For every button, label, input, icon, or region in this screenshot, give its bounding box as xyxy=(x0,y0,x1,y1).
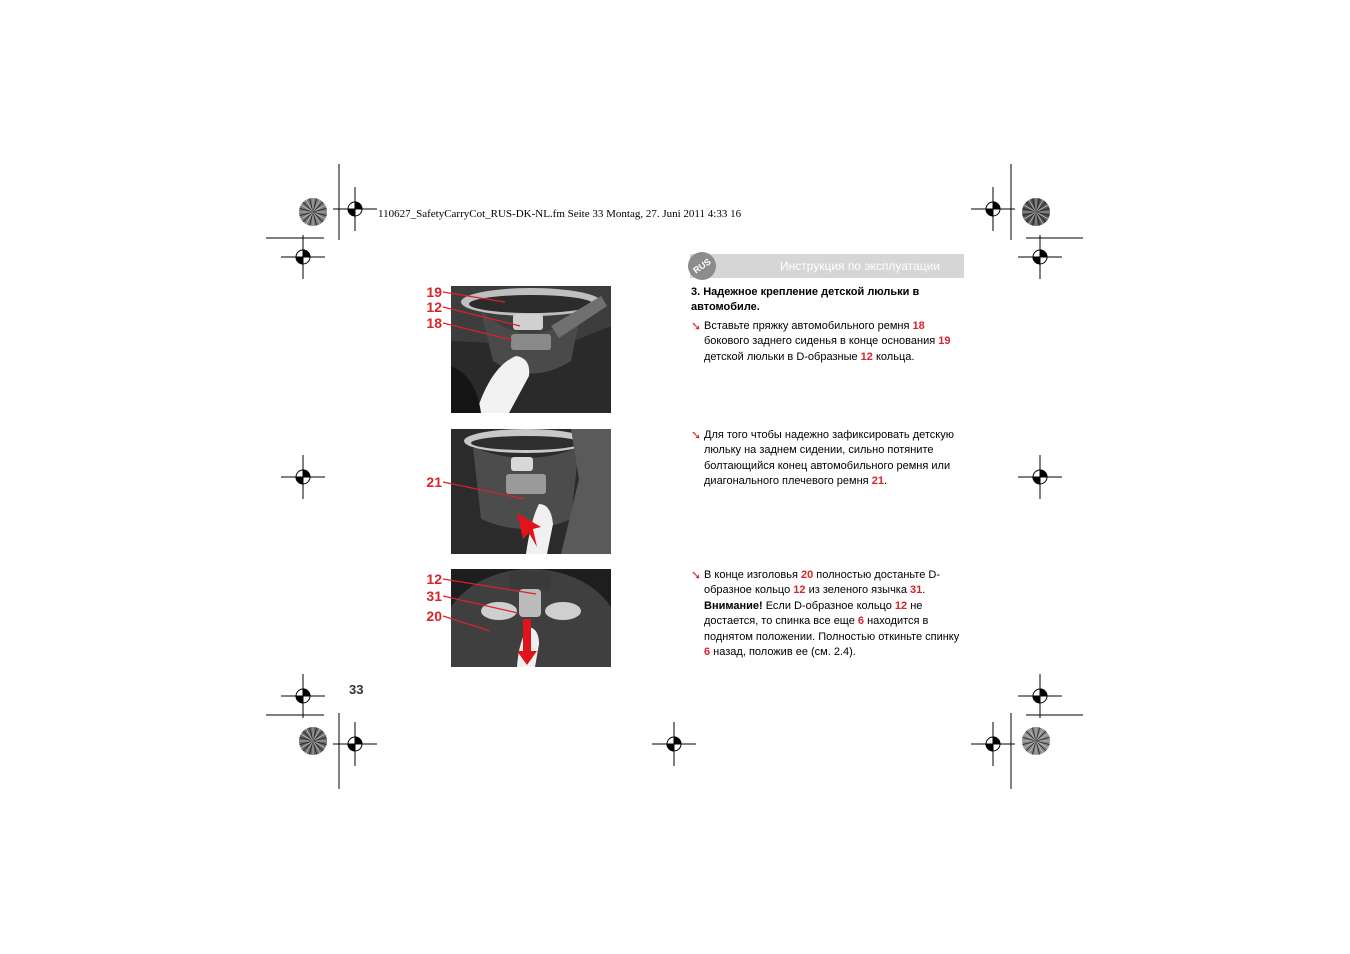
print-header: 110627_SafetyCarryCot_RUS-DK-NL.fm Seite 33 Montag, 27. Juni 2011 4:33 16 xyxy=(378,208,742,220)
callout-label: 19 xyxy=(426,284,442,300)
page-number: 33 xyxy=(349,682,364,697)
callout-label: 20 xyxy=(426,608,442,624)
callout-label: 12 xyxy=(426,571,442,587)
step-text: Для того чтобы надежно зафиксировать детскую люльку на заднем сидении, сильно потяните болтающийся конец автомобильного ремня или диагонального плечевого ремня 21. xyxy=(704,429,954,488)
language-badge: RUS xyxy=(683,247,722,286)
callout-label: 12 xyxy=(426,299,442,315)
arrow-icon: ➘ xyxy=(691,428,702,442)
callout-label: 31 xyxy=(426,588,442,604)
callout-label: 21 xyxy=(426,474,442,490)
arrow-icon: ➘ xyxy=(691,568,702,582)
callout-label: 18 xyxy=(426,315,442,331)
step-text: Вставьте пряжку автомобильного ремня 18 бокового заднего сиденья в конце основания 19 детской люльки в D-образные 12 кольца. xyxy=(704,320,951,363)
header-title: Инструкция по эксплуатации xyxy=(779,259,940,273)
section-title: 3. Надежное крепление детской люльки в автомобиле. xyxy=(691,286,920,313)
warning-label: Внимание! xyxy=(704,599,763,612)
step-text: В конце изголовья 20 полностью достаньте D-образное кольцо 12 из зеленого язычка 31. Внимание! Если D-образное кольцо 12 не достается, то спинка все еще 6 находится в поднятом положении. Полностью откиньте спинку 6 назад, положив ее (см. 2.4). xyxy=(704,569,960,659)
arrow-icon: ➘ xyxy=(691,319,702,333)
